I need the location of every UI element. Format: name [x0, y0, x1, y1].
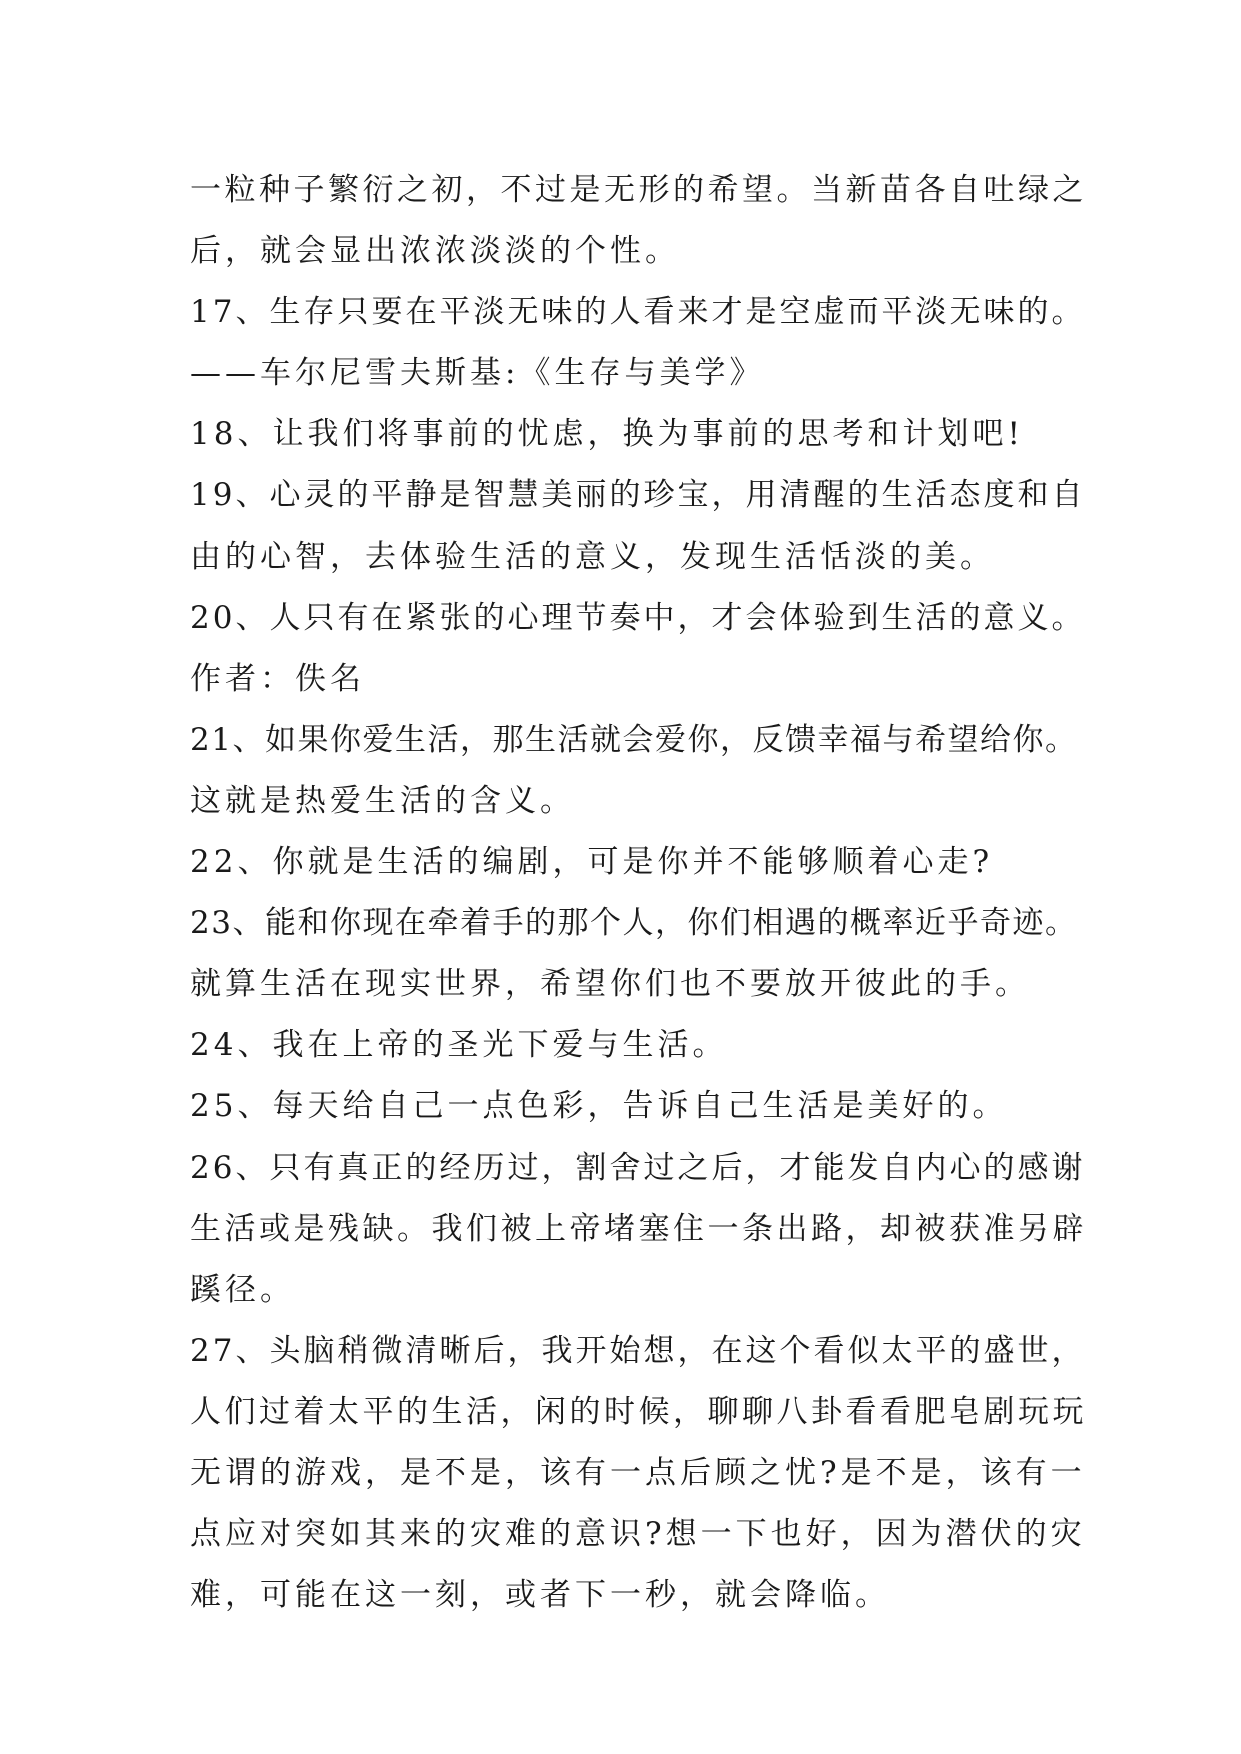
quote-17-attribution: ——车尔尼雪夫斯基:《生存与美学》	[190, 355, 765, 392]
quote-25: 25、每天给自己一点色彩，告诉自己生活是美好的。	[190, 1088, 1008, 1125]
text-line: 点应对突如其来的灾难的意识?想一下也好，因为潜伏的灾	[190, 1516, 1086, 1553]
text-line: 后，就会显出浓浓淡淡的个性。	[190, 233, 680, 270]
quote-19: 19、心灵的平静是智慧美丽的珍宝，用清醒的生活态度和自	[190, 477, 1086, 514]
text-line: 无谓的游戏，是不是，该有一点后顾之忧?是不是，该有一	[190, 1454, 1086, 1491]
text-line: 人们过着太平的生活，闲的时候，聊聊八卦看看肥皂剧玩玩	[190, 1393, 1087, 1430]
quote-20: 20、人只有在紧张的心理节奏中，才会体验到生活的意义。	[190, 599, 1086, 636]
quote-27: 27、头脑稍微清晰后，我开始想，在这个看似太平的盛世，	[190, 1332, 1086, 1369]
quote-21: 21、如果你爱生活，那生活就会爱你，反馈幸福与希望给你。	[190, 721, 1078, 758]
text-line: 一粒种子繁衍之初，不过是无形的希望。当新苗各自吐绿之	[190, 172, 1087, 208]
quote-24: 24、我在上帝的圣光下爱与生活。	[190, 1027, 728, 1064]
text-line: 由的心智，去体验生活的意义，发现生活恬淡的美。	[190, 538, 995, 575]
quote-23: 23、能和你现在牵着手的那个人，你们相遇的概率近乎奇迹。	[190, 905, 1078, 942]
quote-26: 26、只有真正的经历过，割舍过之后，才能发自内心的感谢	[190, 1149, 1086, 1186]
quote-20-author: 作者：佚名	[190, 660, 365, 697]
quote-17: 17、生存只要在平淡无味的人看来才是空虚而平淡无味的。	[190, 294, 1086, 331]
text-line: 就算生活在现实世界，希望你们也不要放开彼此的手。	[190, 966, 1030, 1003]
text-line: 这就是热爱生活的含义。	[190, 782, 575, 819]
document-body	[190, 160, 1090, 1626]
text-line: 蹊径。	[190, 1271, 295, 1308]
text-line: 难，可能在这一刻，或者下一秒，就会降临。	[190, 1577, 890, 1614]
text-line: 生活或是残缺。我们被上帝堵塞住一条出路，却被获准另辟	[190, 1210, 1087, 1247]
quote-22: 22、你就是生活的编剧，可是你并不能够顺着心走?	[190, 844, 994, 881]
quote-18: 18、让我们将事前的忧虑，换为事前的思考和计划吧!	[190, 416, 1024, 453]
